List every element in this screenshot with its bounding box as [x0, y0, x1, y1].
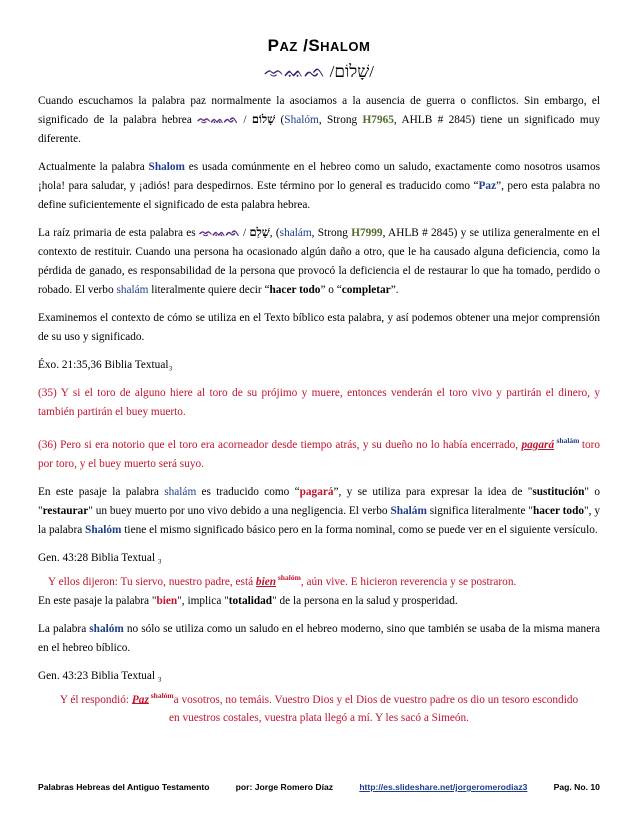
reference-genesis-43-23: Gen. 43:23 Biblia Textual ₃	[38, 669, 162, 682]
footer-page-number: Pag. No. 10	[553, 782, 600, 792]
page-title: PAZ /SHALOM	[267, 36, 371, 55]
verse-36: (36) Pero si era notorio que el toro era acorneador desde tiempo atrás, y su dueño no lo había encerrado, pagará $^{shalám}$ toro por toro, y el buey muerto será suyo.	[38, 436, 601, 470]
footer-author: por: Jorge Romero Díaz	[235, 782, 334, 792]
paragraph-root: La raíz primaria de esta palabra es ᨎᨐᨒ / שָׁלַם, (shalám, Strong H7999, AHLB # 2845) y se utiliza generalmente en el contexto de restituir. Cuando una persona ha ocasionado algún daño a otro, que le ha causado alguna deficiencia, como la pérdida de ganado, es responsabilidad de la persona que provocó la deficiencia el de restaurar lo que ha tomado, perdido o robado. El verbo shalám literalmente quiere decir “hacer todo” o “completar”.	[38, 227, 600, 296]
footer-book-title: Palabras Hebreas del Antiguo Testamento	[38, 782, 210, 792]
paragraph-greeting: La palabra shalóm no sólo se utiliza como un saludo en el hebreo moderno, sino que también se usaba de la misma manera en el hebreo bíblico.	[38, 622, 600, 654]
reference-exodus: Éxo. 21:35,36 Biblia Textual₃	[38, 359, 173, 371]
verse-35: (35) Y si el toro de alguno hiere al toro de su prójimo y muere, entonces venderán el toro vivo y partirán el dinero, y también partirán el buey muerto.	[38, 387, 600, 418]
reference-genesis-43-28: Gen. 43:28 Biblia Textual ₃	[38, 551, 162, 564]
paragraph-usage: Actualmente la palabra Shalom es usada comúnmente en el hebreo como un saludo, exactamente como nosotros usamos ¡hola! para saludar, y ¡adiós! para despedirnos. Este término por lo general es traducido como “Paz”, pero esta palabra no define suficientemente el significado de esta palabra hebrea.	[38, 161, 600, 211]
hebrew-word: שָׁלוֹם	[334, 62, 370, 82]
hebrew-title: ᨎᨐᨒ /שָׁלוֹם/	[263, 62, 375, 82]
verse-43-23: Y él respondió: Paz $^{shalóm}$a vosotros, no temáis. Vuestro Dios y el Dios de vuestro padre os dio un tesoro escondido en vuestros costales, vuestra plata llegó a mí. Y les sacó a Simeón.	[59, 690, 579, 725]
paragraph-passage-analysis: En este pasaje la palabra shalám es traducido como “pagará”, y se utiliza para expresar la idea de "sustitución" o "restaurar" un buey muerto por uno vivo debido a una negligencia. El verbo Shalám significa literalmente "hacer todo", y la palabra Shalóm tiene el mismo significado básico pero en la forma nominal, como se puede ver en el siguiente versículo.	[38, 485, 600, 536]
footer-link[interactable]: http://es.slideshare.net/jorgeromerodiaz3	[359, 782, 528, 792]
document-page	[38, 36, 600, 737]
paragraph-intro: Cuando escuchamos la palabra paz normalmente la asociamos a la ausencia de guerra o conflictos. Sin embargo, el significado de la palabra hebrea ᨎᨐᨒ / שָׁלוֹם (Shalóm, Strong H7965, AHLB # 2845) tiene un significado muy diferente.	[38, 95, 600, 145]
paragraph-bien: En este pasaje la palabra "bien", implica "totalidad" de la persona en la salud y prosperidad.	[38, 594, 458, 607]
paragraph-examine: Examinemos el contexto de cómo se utiliza en el Texto bíblico esta palabra, y así podemos obtener una mejor comprensión de su uso y significado.	[38, 312, 600, 343]
verse-43-28: Y ellos dijeron: Tu siervo, nuestro padre, está bien $^{shalóm}$, aún vive. E hicieron reverencia y se postraron.	[48, 572, 517, 588]
ancient-hebrew-word: ᨎᨐᨒ	[263, 62, 326, 82]
page-footer	[38, 782, 600, 792]
